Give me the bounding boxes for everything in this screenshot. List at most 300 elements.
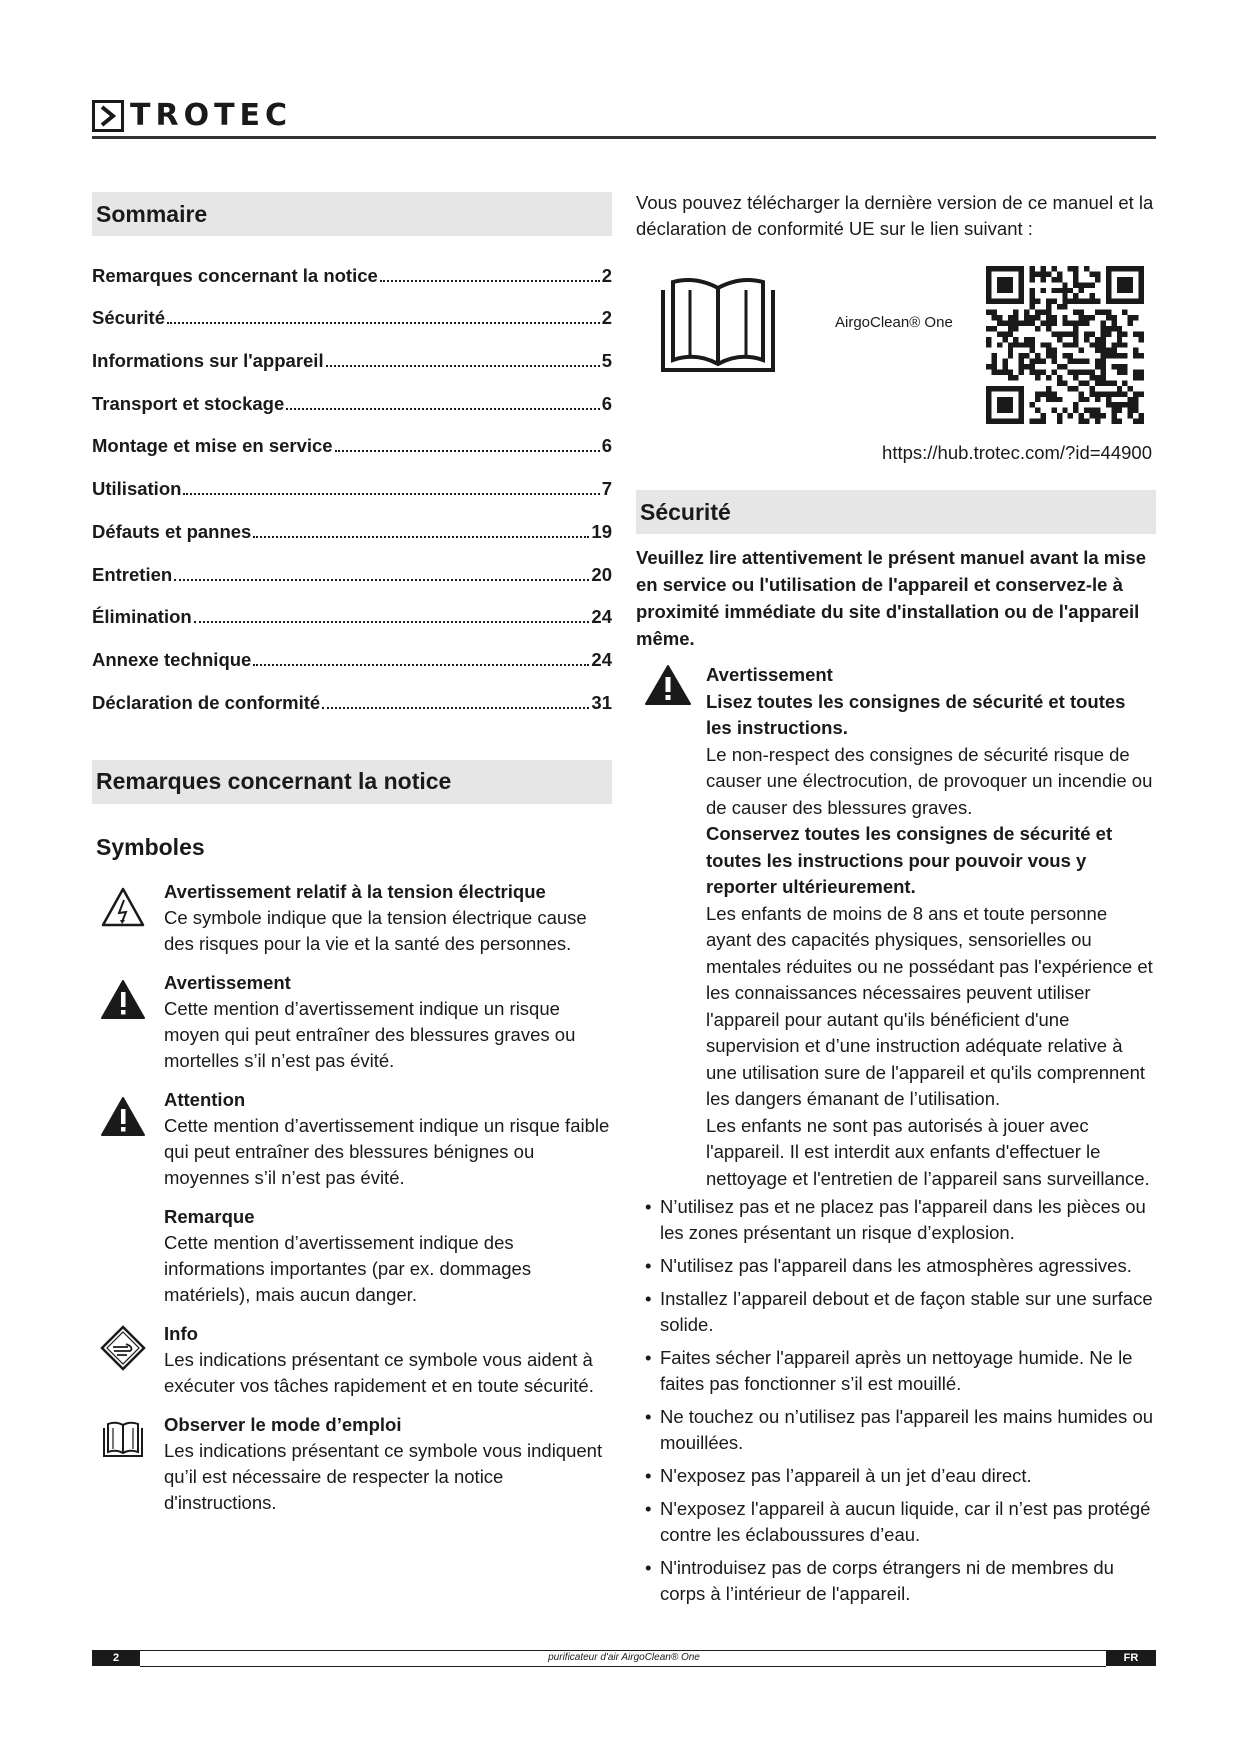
toc-entry[interactable]	[92, 244, 612, 287]
qr-module	[1013, 375, 1018, 380]
qr-module	[1079, 413, 1084, 418]
qr-module	[1062, 299, 1067, 304]
qr-module	[1057, 304, 1062, 309]
symbol-entry-info	[92, 1321, 612, 1399]
qr-module	[1117, 331, 1122, 336]
qr-module	[1095, 375, 1100, 380]
qr-module	[1073, 370, 1078, 375]
qr-module	[1111, 419, 1116, 424]
qr-module	[1019, 353, 1024, 358]
toc-entry-page: 20	[591, 563, 612, 585]
toc-entry[interactable]	[92, 543, 612, 586]
qr-module	[1122, 391, 1127, 396]
qr-module	[1046, 326, 1051, 331]
list-item	[636, 1555, 1156, 1607]
qr-module	[1057, 413, 1062, 418]
toc-leader	[335, 450, 600, 452]
qr-module	[1128, 397, 1133, 402]
qr-module	[1111, 353, 1116, 358]
qr-module	[1111, 342, 1116, 347]
toc-leader	[253, 536, 589, 538]
qr-module	[1090, 342, 1095, 347]
qr-module	[1051, 288, 1056, 293]
qr-module	[1002, 320, 1007, 325]
qr-module	[1040, 288, 1045, 293]
right-column	[636, 192, 1156, 1614]
qr-module	[1068, 353, 1073, 358]
qr-module	[1019, 342, 1024, 347]
qr-module	[1079, 419, 1084, 424]
qr-module	[1051, 320, 1056, 325]
qr-module	[1133, 370, 1138, 375]
qr-module	[1030, 299, 1035, 304]
qr-module	[1046, 342, 1051, 347]
toc-entry-title: Élimination	[92, 606, 192, 628]
toc-entry-page: 2	[601, 307, 612, 329]
qr-module	[1008, 326, 1013, 331]
qr-module	[1051, 353, 1056, 358]
qr-module	[1133, 353, 1138, 358]
qr-module	[1095, 397, 1100, 402]
list-item	[636, 1496, 1156, 1548]
qr-module	[1095, 359, 1100, 364]
qr-module	[1100, 370, 1105, 375]
toc-entry-title: Défauts et pannes	[92, 520, 252, 542]
qr-module	[1090, 370, 1095, 375]
toc-entry[interactable]	[92, 415, 612, 458]
qr-module	[1024, 310, 1029, 315]
qr-module	[1019, 320, 1024, 325]
toc-entry-page: 19	[591, 520, 612, 542]
qr-module	[991, 370, 996, 375]
symbol-entry-remarque	[92, 1204, 612, 1308]
qr-module	[1079, 320, 1084, 325]
securite-intro: Veuillez lire attentivement le présent manuel avant la mise en service ou l'utilisation de l'appareil et conservez-le à proximité immédiate du site d'installation ou de l'appareil même.	[636, 547, 1146, 649]
qr-module	[1111, 364, 1116, 369]
symbol-entry-attention	[92, 1087, 612, 1191]
qr-module	[1068, 342, 1073, 347]
qr-module	[1057, 380, 1062, 385]
toc-entry[interactable]	[92, 586, 612, 629]
qr-module	[1035, 315, 1040, 320]
toc-entry-title: Entretien	[92, 563, 173, 585]
warning-label: Avertissement	[706, 664, 833, 685]
qr-module	[1057, 337, 1062, 342]
qr-module	[1128, 315, 1133, 320]
qr-module	[1057, 364, 1062, 369]
qr-module	[997, 331, 1002, 336]
qr-module	[1133, 408, 1138, 413]
qr-module	[1073, 277, 1078, 282]
qr-module	[1095, 348, 1100, 353]
qr-module	[1122, 364, 1127, 369]
qr-module	[1111, 326, 1116, 331]
qr-module	[1122, 353, 1127, 358]
qr-module	[1133, 397, 1138, 402]
qr-module	[1095, 310, 1100, 315]
list-item	[636, 1286, 1156, 1338]
qr-module	[1051, 370, 1056, 375]
qr-module	[1040, 419, 1045, 424]
toc-leader	[286, 408, 599, 410]
qr-module	[1046, 304, 1051, 309]
toc-entry[interactable]	[92, 500, 612, 543]
toc-entry-page: 5	[601, 350, 612, 372]
qr-module	[1035, 397, 1040, 402]
footer-product: purificateur d'air AirgoClean® One	[548, 1652, 700, 1663]
qr-module	[1095, 413, 1100, 418]
language-badge: FR	[1106, 1650, 1156, 1666]
toc-entry[interactable]	[92, 329, 612, 372]
qr-finder-center	[1117, 277, 1133, 293]
qr-module	[1073, 408, 1078, 413]
qr-module	[1019, 370, 1024, 375]
qr-module	[1111, 315, 1116, 320]
qr-module	[1013, 337, 1018, 342]
qr-module	[1073, 266, 1078, 271]
qr-module	[1095, 364, 1100, 369]
qr-module	[1079, 310, 1084, 315]
qr-module	[1111, 320, 1116, 325]
warning-text-2: Les enfants de moins de 8 ans et toute personne ayant des capacités physiques, sensorielles ou mentales réduites ou ne possédant pas l'expérience et les connaissances nécessaires peuvent utiliser l'appareil pour autant qu'ils bénéficient d'une supervision et d’une instruction adéquate relative à une utilisation sure de l'appareil et qu'ils comprennent les dangers émanant de l’utilisation.	[706, 902, 1153, 1109]
qr-module	[1095, 337, 1100, 342]
qr-module	[1068, 266, 1073, 271]
qr-module	[1062, 408, 1067, 413]
qr-module	[997, 320, 1002, 325]
qr-module	[1106, 326, 1111, 331]
qr-module	[1095, 342, 1100, 347]
qr-module	[1090, 299, 1095, 304]
list-item	[636, 1345, 1156, 1397]
chevron-right-icon	[92, 100, 124, 132]
qr-module	[1008, 320, 1013, 325]
bullet-text: • N'exposez pas l’appareil à un jet d’eau direct.	[660, 1465, 1032, 1486]
bullet-text: • N’utilisez pas et ne placez pas l'appareil dans les pièces ou les zones présentant un risque d’explosion.	[660, 1196, 1146, 1243]
qr-module	[1095, 419, 1100, 424]
qr-module	[1106, 310, 1111, 315]
qr-module	[1133, 331, 1138, 336]
qr-module	[1068, 413, 1073, 418]
qr-module	[1100, 320, 1105, 325]
qr-module	[1035, 408, 1040, 413]
qr-module	[1133, 391, 1138, 396]
qr-module	[1030, 277, 1035, 282]
qr-module	[1030, 364, 1035, 369]
qr-module	[1100, 348, 1105, 353]
qr-module	[1030, 271, 1035, 276]
qr-module	[1090, 386, 1095, 391]
qr-module	[1100, 342, 1105, 347]
qr-module	[1013, 320, 1018, 325]
qr-module	[1035, 419, 1040, 424]
qr-module	[1068, 331, 1073, 336]
qr-module	[1079, 380, 1084, 385]
qr-module	[1100, 353, 1105, 358]
electric-voltage-icon	[100, 885, 146, 931]
qr-module	[1062, 315, 1067, 320]
qr-module	[1051, 315, 1056, 320]
qr-module	[986, 326, 991, 331]
qr-module	[1111, 380, 1116, 385]
qr-module	[1128, 386, 1133, 391]
qr-module	[1079, 397, 1084, 402]
qr-module	[991, 364, 996, 369]
symbol-text: Cette mention d’avertissement indique un risque moyen qui peut entraîner des blessures graves ou mortelles s’il n’est pas évité.	[164, 997, 576, 1071]
qr-module	[1128, 408, 1133, 413]
warning-icon	[644, 664, 692, 706]
qr-module	[1106, 397, 1111, 402]
qr-module	[1111, 413, 1116, 418]
qr-module	[1051, 299, 1056, 304]
qr-module	[1084, 299, 1089, 304]
qr-module	[1084, 331, 1089, 336]
qr-module	[1057, 375, 1062, 380]
qr-module	[1068, 299, 1073, 304]
qr-module	[1090, 293, 1095, 298]
qr-module	[1024, 364, 1029, 369]
qr-module	[1051, 331, 1056, 336]
qr-module	[1008, 315, 1013, 320]
qr-module	[1046, 391, 1051, 396]
qr-module	[1100, 326, 1105, 331]
qr-module	[1035, 391, 1040, 396]
qr-module	[1084, 337, 1089, 342]
qr-module	[1051, 391, 1056, 396]
qr-module	[1084, 370, 1089, 375]
qr-module	[1046, 310, 1051, 315]
qr-module	[1062, 288, 1067, 293]
qr-module	[991, 326, 996, 331]
symbol-title: Avertissement	[164, 971, 291, 993]
toc-entry[interactable]	[92, 628, 612, 671]
page-number: 2	[92, 1650, 140, 1666]
qr-module	[1100, 375, 1105, 380]
qr-module	[986, 310, 991, 315]
qr-module	[1046, 375, 1051, 380]
qr-module	[1100, 359, 1105, 364]
symbol-entry-manual	[92, 1412, 612, 1516]
qr-module	[1040, 413, 1045, 418]
qr-module	[1100, 364, 1105, 369]
qr-module	[1035, 353, 1040, 358]
qr-module	[1035, 370, 1040, 375]
qr-module	[1117, 419, 1122, 424]
qr-module	[1073, 337, 1078, 342]
warning-text-1: Le non-respect des consignes de sécurité risque de causer une électrocution, de provoquer un incendie ou de causer des blessures graves.	[706, 743, 1153, 818]
trotec-logo	[92, 96, 292, 136]
download-link[interactable]: https://hub.trotec.com/?id=44900	[882, 442, 1152, 463]
qr-module	[1040, 320, 1045, 325]
qr-module	[1090, 413, 1095, 418]
bullet-text: • Installez l’appareil debout et de façon stable sur une surface solide.	[660, 1288, 1153, 1335]
warning-icon	[100, 978, 146, 1024]
toc-leader	[194, 621, 590, 623]
qr-module	[1040, 391, 1045, 396]
qr-module	[1040, 271, 1045, 276]
qr-module	[1008, 331, 1013, 336]
qr-module	[1133, 315, 1138, 320]
list-item	[636, 1463, 1156, 1489]
qr-module	[1139, 391, 1144, 396]
toc-leader	[183, 493, 599, 495]
qr-module	[1079, 282, 1084, 287]
toc-entry-page: 24	[591, 606, 612, 628]
qr-module	[1013, 326, 1018, 331]
qr-module	[1030, 315, 1035, 320]
qr-module	[1139, 419, 1144, 424]
qr-code[interactable]	[986, 266, 1144, 424]
qr-module	[1073, 402, 1078, 407]
qr-module	[1051, 397, 1056, 402]
toc-entry[interactable]	[92, 457, 612, 500]
qr-module	[1035, 359, 1040, 364]
qr-module	[991, 315, 996, 320]
qr-module	[1073, 282, 1078, 287]
qr-module	[1046, 315, 1051, 320]
toc-entry-title: Transport et stockage	[92, 392, 285, 414]
header-rule	[92, 136, 1156, 139]
toc-heading: Sommaire	[92, 192, 612, 236]
qr-module	[1073, 310, 1078, 315]
qr-module	[1057, 397, 1062, 402]
qr-module	[1024, 315, 1029, 320]
toc-entry[interactable]	[92, 372, 612, 415]
qr-module	[1122, 342, 1127, 347]
qr-module	[1062, 364, 1067, 369]
qr-module	[1122, 402, 1127, 407]
warning-bold-2: Conservez toutes les consignes de sécurité et toutes les instructions pour pouvoir vous y reporter ultérieurement.	[706, 823, 1113, 897]
qr-module	[1090, 408, 1095, 413]
qr-module	[1051, 408, 1056, 413]
bullet-text: • N'exposez l'appareil à aucun liquide, car il n’est pas protégé contre les éclaboussures d’eau.	[660, 1498, 1151, 1545]
symbol-text: Cette mention d’avertissement indique des informations importantes (par ex. dommages matériels), mais aucun danger.	[164, 1231, 532, 1305]
symbol-title: Attention	[164, 1088, 246, 1110]
qr-module	[1002, 337, 1007, 342]
table-of-contents	[92, 244, 612, 714]
qr-module	[991, 359, 996, 364]
qr-module	[1117, 370, 1122, 375]
qr-module	[1079, 315, 1084, 320]
toc-entry[interactable]	[92, 287, 612, 330]
toc-entry-title: Utilisation	[92, 478, 182, 500]
qr-module	[1128, 320, 1133, 325]
qr-module	[1073, 331, 1078, 336]
qr-module	[1095, 391, 1100, 396]
qr-module	[1139, 375, 1144, 380]
toc-leader	[167, 322, 600, 324]
qr-module	[1030, 342, 1035, 347]
qr-module	[1073, 359, 1078, 364]
qr-module	[1051, 277, 1056, 282]
qr-module	[1106, 331, 1111, 336]
left-column	[92, 192, 612, 1516]
qr-module	[1133, 419, 1138, 424]
qr-module	[997, 370, 1002, 375]
toc-entry[interactable]	[92, 671, 612, 714]
list-item	[636, 1253, 1156, 1279]
qr-module	[1024, 337, 1029, 342]
qr-module	[1046, 299, 1051, 304]
qr-module	[1046, 397, 1051, 402]
qr-module	[1035, 271, 1040, 276]
qr-module	[1111, 402, 1116, 407]
qr-module	[1128, 413, 1133, 418]
qr-module	[1008, 353, 1013, 358]
toc-entry-title: Informations sur l'appareil	[92, 350, 324, 372]
qr-module	[1051, 348, 1056, 353]
qr-module	[1073, 299, 1078, 304]
toc-leader	[322, 707, 589, 709]
qr-module	[1100, 310, 1105, 315]
qr-module	[1090, 375, 1095, 380]
qr-module	[1084, 266, 1089, 271]
symbol-title: Avertissement relatif à la tension électrique	[164, 880, 546, 902]
qr-module	[1030, 266, 1035, 271]
toc-entry-page: 2	[601, 264, 612, 286]
qr-module	[1062, 380, 1067, 385]
qr-module	[1111, 348, 1116, 353]
qr-module	[1084, 408, 1089, 413]
qr-module	[1046, 271, 1051, 276]
qr-module	[1133, 402, 1138, 407]
qr-module	[1111, 391, 1116, 396]
qr-module	[1100, 337, 1105, 342]
toc-entry-title: Annexe technique	[92, 648, 252, 670]
bullet-text: • Faites sécher l'appareil après un nettoyage humide. Ne le faites pas fonctionner s’il est mouillé.	[660, 1347, 1133, 1394]
qr-module	[1046, 386, 1051, 391]
qr-module	[997, 315, 1002, 320]
qr-module	[1095, 277, 1100, 282]
qr-module	[1030, 304, 1035, 309]
qr-module	[1030, 402, 1035, 407]
bullet-text: • Ne touchez ou n’utilisez pas l'appareil les mains humides ou mouillées.	[660, 1406, 1154, 1453]
toc-entry-page: 7	[601, 478, 612, 500]
qr-module	[1008, 342, 1013, 347]
qr-module	[1073, 375, 1078, 380]
qr-module	[1024, 353, 1029, 358]
qr-module	[1117, 364, 1122, 369]
warning-block	[636, 662, 1156, 1192]
qr-module	[1084, 320, 1089, 325]
qr-module	[1019, 364, 1024, 369]
qr-module	[1095, 408, 1100, 413]
qr-module	[1057, 288, 1062, 293]
qr-module	[1002, 359, 1007, 364]
qr-module	[1062, 320, 1067, 325]
symboles-heading: Symboles	[96, 833, 205, 860]
qr-module	[1106, 402, 1111, 407]
toc-entry-title: Montage et mise en service	[92, 435, 333, 457]
qr-module	[1122, 331, 1127, 336]
qr-module	[1068, 370, 1073, 375]
list-item	[636, 1404, 1156, 1456]
qr-module	[1062, 304, 1067, 309]
qr-module	[1035, 299, 1040, 304]
qr-module	[1100, 391, 1105, 396]
qr-module	[1030, 293, 1035, 298]
qr-module	[1084, 419, 1089, 424]
qr-module	[1106, 315, 1111, 320]
manual-book-icon	[100, 1418, 146, 1464]
toc-entry-title: Déclaration de conformité	[92, 691, 321, 713]
qr-module	[1040, 277, 1045, 282]
qr-module	[991, 353, 996, 358]
qr-module	[1002, 370, 1007, 375]
qr-module	[1117, 408, 1122, 413]
qr-module	[1068, 320, 1073, 325]
qr-module	[1040, 342, 1045, 347]
qr-module	[1040, 370, 1045, 375]
